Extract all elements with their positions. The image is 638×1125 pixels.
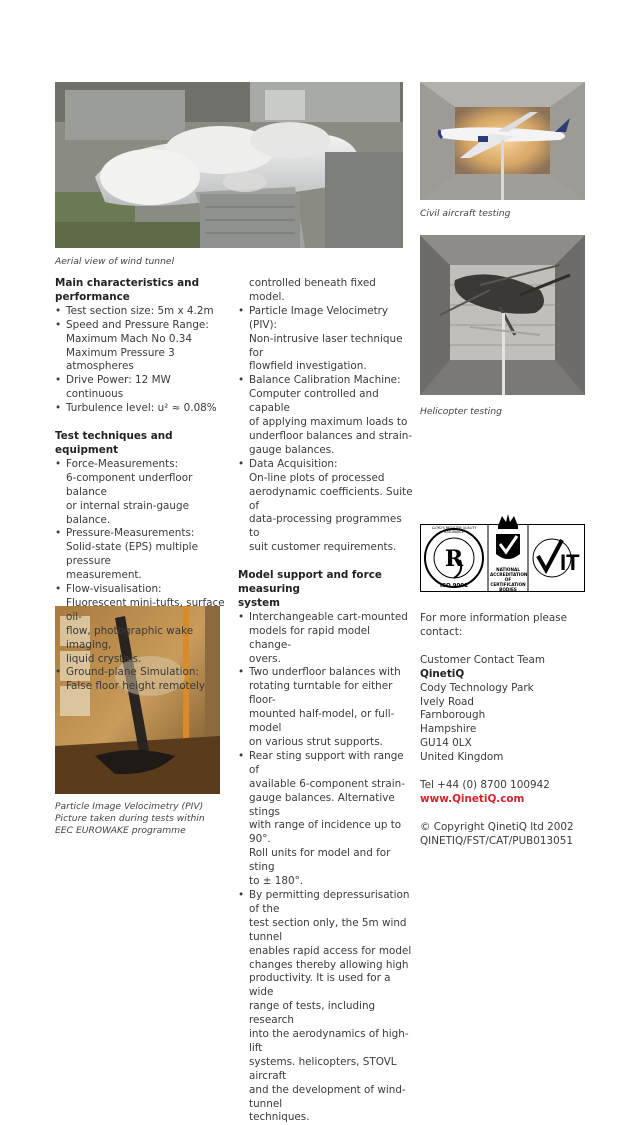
address-line: GU14 0LX [420,737,472,750]
continued-line: controlled beneath fixed model. [249,277,376,303]
item-line: techniques. [249,1111,310,1124]
svg-text:R: R [444,546,464,572]
list-item [238,750,413,889]
list-item [55,402,230,416]
item-line: with range of incidence up to 90°. [249,819,402,846]
list-item [238,305,413,375]
list-item [55,583,230,666]
piv-caption-line: Picture taken during tests within [55,813,205,824]
item-line: Data Acquisition: [249,457,338,470]
list-item [238,611,413,667]
item-line: Interchangeable cart-mounted [249,610,408,623]
item-line: flowfield investigation. [249,360,367,373]
list-item [55,374,230,402]
item-line: Balance Calibration Machine: [249,374,401,387]
item-line: into the aerodynamics of high-lift [249,1028,409,1054]
item-line: liquid crystals. [66,652,142,665]
heading-line: Model support and force measuring [238,569,382,596]
main-heading [55,277,230,305]
list-item [55,458,230,528]
list-item [55,305,230,319]
item-line: 6-component underfloor balance [66,471,193,498]
item-line: Roll units for model and for sting [249,847,391,874]
item-line: range of tests, including research [249,1000,376,1027]
item-line: gauge balances. Alternative stings [249,791,395,818]
main-list [55,305,230,416]
column-main-characteristics [55,277,230,694]
item-line: and the development of wind-tunnel [249,1083,406,1110]
item-line: Force-Measurements: [66,457,179,470]
item-line: available 6-component strain- [249,777,405,790]
item-line: False floor height remotely [66,680,206,693]
tickit-label: IT [560,550,580,575]
item-line: on various strut supports. [249,736,383,748]
support-heading [238,569,413,611]
item-line: mounted half-model, or full-model [249,708,395,735]
item-line: Computer controlled and capable [249,388,379,415]
item-line: atmospheres [66,360,134,373]
item-line: Test section size: 5m x 4.2m [66,304,214,317]
list-item [238,374,413,457]
item-line: suit customer requirements. [249,541,397,554]
certification-logos [420,512,585,592]
heading-line: performance [55,290,130,303]
item-line: enables rapid access for model [249,944,412,957]
item-line: gauge balances. [249,443,335,456]
item-line: Solid-state (EPS) multiple pressure [66,541,198,568]
item-line: test section only, the 5m wind tunnel [249,916,407,943]
civil-caption: Civil aircraft testing [420,208,511,219]
item-line: By permitting depressurisation of the [249,888,410,915]
civil-aircraft-photo [420,82,585,200]
publication-ref: QINETIQ/FST/CAT/PUB013051 [420,834,573,847]
list-item [238,458,413,555]
list-item [55,319,230,375]
list-item [55,666,230,694]
item-line: Speed and Pressure Range: [66,318,209,331]
techniques-heading: Test techniques and equipment [55,430,173,456]
item-line: Turbulence level: u² ≈ 0.08% [66,402,217,415]
item-line: to ± 180°. [249,875,304,888]
item-line: underfloor balances and strain- [249,429,413,442]
address-line: Ively Road [420,695,475,708]
address-line: United Kingdom [420,751,504,764]
item-line: flow, photographic wake imaging, [66,624,194,651]
address-line: Hampshire [420,723,477,736]
item-line: rotating turntable for either floor- [249,680,393,707]
item-line: Particle Image Velocimetry (PIV): [249,304,389,331]
accred-line: OF CERTIFICATION [490,577,526,587]
ring-text: LLOYD'S REGISTER QUALITY ASSURANCE [431,526,477,534]
heading-line: Main characteristics and [55,277,200,289]
item-line: Maximum Pressure 3 [66,346,175,359]
techniques-list-continued [238,305,413,555]
item-line: data-processing programmes to [249,513,402,540]
telephone: Tel +44 (0) 8700 100942 [420,779,550,792]
contact-team: Customer Contact Team [420,653,545,666]
item-line: Two underfloor balances with [249,666,401,679]
accred-line: BODIES [499,587,517,592]
column-techniques-continued [238,277,413,1125]
item-line: aerodynamic coefficients. Suite of [249,485,413,512]
list-item [238,889,413,1125]
aerial-wind-tunnel-photo [55,82,403,248]
item-line: of applying maximum loads to [249,416,408,429]
accred-line: ACCREDITATION [490,572,528,577]
item-line: Rear sting support with range of [249,749,404,776]
item-line: Drive Power: 12 MW continuous [66,374,171,401]
contact-intro: For more information please contact: [420,612,568,638]
iso-label: ISO 9001 [440,583,468,589]
item-line: Fluorescent mini-tufts, surface oil- [66,596,225,623]
support-list [238,611,413,1125]
item-line: or internal strain-gauge balance. [66,499,189,526]
address-line: Farnborough [420,709,486,722]
copyright: © Copyright QinetiQ ltd 2002 [420,820,574,833]
item-line: Flow-visualisation: [66,583,162,596]
item-line: overs. [249,652,281,665]
item-line: On-line plots of processed [249,471,385,484]
helicopter-photo [420,235,585,395]
list-item [55,527,230,583]
item-line: systems. helicopters, STOVL aircraft [249,1055,397,1082]
piv-caption-line: Particle Image Velocimetry (PIV) [55,801,204,812]
accred-line: NATIONAL [496,567,520,572]
crown-icon [498,514,518,529]
piv-caption-line: EEC EUROWAKE programme [55,825,186,836]
list-item [238,666,413,749]
heading-line: system [238,596,280,609]
website-link[interactable]: www.QinetiQ.com [420,792,525,805]
item-line: measurement. [66,569,142,582]
address-line: Cody Technology Park [420,681,534,694]
company-name: QinetiQ [420,667,465,680]
helicopter-caption: Helicopter testing [420,406,502,417]
piv-caption [55,801,205,837]
item-line: Ground-plane Simulation: [66,666,199,679]
accreditation-label [490,567,526,592]
item-line: productivity. It is used for a wide [249,972,391,999]
item-line: Non-intrusive laser technique for [249,332,403,359]
item-line: Pressure-Measurements: [66,527,195,540]
item-line: models for rapid model change- [249,624,371,651]
contact-block [420,612,600,849]
item-line: changes thereby allowing high [249,958,409,971]
item-line: Maximum Mach No 0.34 [66,332,193,345]
techniques-list [55,458,230,694]
aerial-caption: Aerial view of wind tunnel [55,256,175,267]
